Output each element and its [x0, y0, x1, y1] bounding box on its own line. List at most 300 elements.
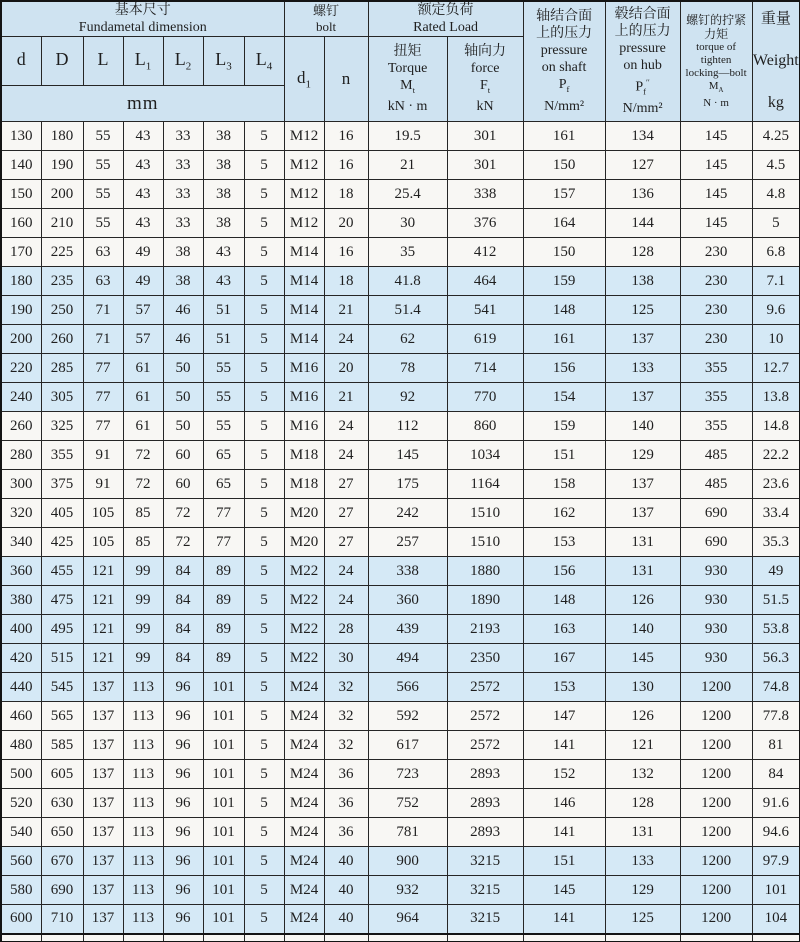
col-header-d1: $d_1$	[284, 37, 324, 122]
cell: 164	[523, 209, 605, 238]
cell: 340	[1, 528, 41, 557]
cell: 126	[605, 702, 680, 731]
cell: 40	[324, 876, 368, 905]
cutoff-cell	[605, 934, 680, 942]
cell: 170	[1, 238, 41, 267]
cell: 55	[83, 122, 123, 151]
cell: 38	[203, 151, 244, 180]
group-basic-dimension-en: Fundametal dimension	[78, 20, 207, 35]
cell: 617	[368, 731, 447, 760]
cell: 565	[41, 702, 83, 731]
cell: 126	[605, 586, 680, 615]
cell: 930	[680, 586, 752, 615]
cell: 714	[447, 354, 523, 383]
cell: M12	[284, 122, 324, 151]
cell: M24	[284, 760, 324, 789]
cell: 5	[244, 644, 284, 673]
cell: 5	[244, 789, 284, 818]
cell: 148	[523, 296, 605, 325]
cell: 690	[41, 876, 83, 905]
cell: 5	[244, 760, 284, 789]
group-rated-load	[368, 1, 523, 37]
cell: 16	[324, 151, 368, 180]
cell: 27	[324, 470, 368, 499]
cell: 92	[368, 383, 447, 412]
cell: 136	[605, 180, 680, 209]
cell: 61	[123, 383, 163, 412]
cell: 96	[163, 789, 203, 818]
cell: 65	[203, 441, 244, 470]
cell: 515	[41, 644, 83, 673]
col-header-n: n	[324, 37, 368, 122]
cell: 153	[523, 673, 605, 702]
cell: 157	[523, 180, 605, 209]
cell: 260	[41, 325, 83, 354]
cell: 91	[83, 441, 123, 470]
cell: 151	[523, 441, 605, 470]
cell: 150	[523, 238, 605, 267]
cell: 32	[324, 731, 368, 760]
cell: 51.5	[752, 586, 800, 615]
col-header-locking-torque	[680, 1, 752, 122]
cell: M24	[284, 731, 324, 760]
cell: 1200	[680, 905, 752, 934]
cell: 121	[83, 615, 123, 644]
cell: 5	[244, 818, 284, 847]
cell: M22	[284, 644, 324, 673]
cell: 51.4	[368, 296, 447, 325]
cell: 860	[447, 412, 523, 441]
group-bolt-en: bolt	[315, 19, 337, 34]
table-body	[1, 122, 800, 942]
table-row	[1, 412, 800, 441]
locking-en2: tighten	[700, 53, 732, 66]
cell: 3215	[447, 847, 523, 876]
cell: 18	[324, 267, 368, 296]
cell: 101	[203, 818, 244, 847]
cell: 21	[368, 151, 447, 180]
cell: 49	[752, 557, 800, 586]
cell: 930	[680, 615, 752, 644]
cell: 113	[123, 847, 163, 876]
cell: 147	[523, 702, 605, 731]
cell: 5	[244, 325, 284, 354]
cell: 85	[123, 499, 163, 528]
cell: 97.9	[752, 847, 800, 876]
cell: M16	[284, 354, 324, 383]
cell: 105	[83, 528, 123, 557]
cell: 121	[83, 586, 123, 615]
cell: 121	[83, 557, 123, 586]
cell: 61	[123, 354, 163, 383]
cell: 43	[123, 209, 163, 238]
cell: M22	[284, 586, 324, 615]
cell: 162	[523, 499, 605, 528]
cell: 137	[83, 702, 123, 731]
cutoff-cell	[324, 934, 368, 942]
cell: 24	[324, 441, 368, 470]
cell: 5	[244, 731, 284, 760]
cell: 89	[203, 615, 244, 644]
cell: 85	[123, 528, 163, 557]
cell: 127	[605, 151, 680, 180]
table-row	[1, 644, 800, 673]
cell: 55	[203, 354, 244, 383]
cell: 101	[203, 760, 244, 789]
cell: M24	[284, 905, 324, 934]
cell: 355	[680, 412, 752, 441]
cell: 619	[447, 325, 523, 354]
table-row	[1, 151, 800, 180]
cell: 964	[368, 905, 447, 934]
cell: 1510	[447, 528, 523, 557]
cell: 132	[605, 760, 680, 789]
cell: 540	[1, 818, 41, 847]
unit-mm: mm	[1, 86, 284, 122]
cell: 101	[203, 731, 244, 760]
cell: 113	[123, 673, 163, 702]
table-row	[1, 847, 800, 876]
cell: M24	[284, 818, 324, 847]
cell: 140	[605, 615, 680, 644]
cell: 30	[324, 644, 368, 673]
cell: 96	[163, 702, 203, 731]
cell: 38	[163, 267, 203, 296]
table-row	[1, 760, 800, 789]
cell: 752	[368, 789, 447, 818]
cell: M20	[284, 528, 324, 557]
pressure-shaft-unit: N/mm²	[544, 98, 585, 114]
cell: 125	[605, 296, 680, 325]
cell: 152	[523, 760, 605, 789]
cell: 43	[123, 180, 163, 209]
cell: 781	[368, 818, 447, 847]
cell: 6.8	[752, 238, 800, 267]
cell: 338	[368, 557, 447, 586]
cutoff-cell	[163, 934, 203, 942]
cell: 242	[368, 499, 447, 528]
cell: 5	[244, 151, 284, 180]
cell: 1510	[447, 499, 523, 528]
table-row	[1, 122, 800, 151]
cell: 230	[680, 267, 752, 296]
cell: 5	[244, 383, 284, 412]
cell: 5	[244, 267, 284, 296]
cell: 7.1	[752, 267, 800, 296]
cell: 144	[605, 209, 680, 238]
cell: 5	[244, 615, 284, 644]
cell: 131	[605, 528, 680, 557]
cell: 77	[83, 354, 123, 383]
cell: 566	[368, 673, 447, 702]
pressure-shaft-symbol: $P_f$	[558, 77, 570, 94]
cell: 99	[123, 615, 163, 644]
cell: 77	[83, 383, 123, 412]
torque-symbol: $M_t$	[400, 77, 415, 95]
cell: 600	[1, 905, 41, 934]
cell: 541	[447, 296, 523, 325]
cell: 770	[447, 383, 523, 412]
cell: 5	[244, 209, 284, 238]
cell: 71	[83, 325, 123, 354]
cell: 4.25	[752, 122, 800, 151]
cell: 1890	[447, 586, 523, 615]
cell: 129	[605, 876, 680, 905]
cell: 96	[163, 905, 203, 934]
cell: 5	[244, 470, 284, 499]
cell: 145	[680, 180, 752, 209]
cell: 91	[83, 470, 123, 499]
cell: 930	[680, 644, 752, 673]
cell: 62	[368, 325, 447, 354]
cell: M22	[284, 557, 324, 586]
cell: 36	[324, 760, 368, 789]
cell: 89	[203, 644, 244, 673]
table-row	[1, 325, 800, 354]
cell: 141	[523, 818, 605, 847]
cell: 592	[368, 702, 447, 731]
cell: 5	[244, 296, 284, 325]
cell: 74.8	[752, 673, 800, 702]
cell: M24	[284, 702, 324, 731]
cell: 55	[203, 412, 244, 441]
table-row	[1, 876, 800, 905]
cell: 630	[41, 789, 83, 818]
col-header-L1: $L_1$	[123, 37, 163, 86]
table-row	[1, 383, 800, 412]
cell: 932	[368, 876, 447, 905]
cell: 33	[163, 122, 203, 151]
cell: 77	[203, 499, 244, 528]
cell: 13.8	[752, 383, 800, 412]
pressure-hub-en1: pressure	[619, 40, 666, 56]
cell: 50	[163, 383, 203, 412]
cell: 38	[163, 238, 203, 267]
cell: 257	[368, 528, 447, 557]
cell: 300	[1, 470, 41, 499]
cell: 137	[83, 673, 123, 702]
cell: 190	[1, 296, 41, 325]
cell: 1200	[680, 876, 752, 905]
cell: 440	[1, 673, 41, 702]
cell: 230	[680, 296, 752, 325]
cell: M24	[284, 847, 324, 876]
weight-en: Weight	[752, 52, 799, 69]
cell: 51	[203, 296, 244, 325]
cell: 137	[83, 847, 123, 876]
cell: 355	[680, 383, 752, 412]
cell: 113	[123, 789, 163, 818]
cell: 129	[605, 441, 680, 470]
table-row	[1, 296, 800, 325]
cell: 130	[1, 122, 41, 151]
cell: 125	[605, 905, 680, 934]
col-header-weight	[752, 1, 800, 122]
cell: 46	[163, 325, 203, 354]
cell: 46	[163, 296, 203, 325]
cell: 5	[244, 180, 284, 209]
locking-zh2: 力矩	[704, 26, 729, 41]
torque-en: Torque	[387, 60, 428, 76]
cell: 131	[605, 557, 680, 586]
cell: 57	[123, 325, 163, 354]
cell: 690	[680, 528, 752, 557]
cell: 585	[41, 731, 83, 760]
cutoff-cell	[523, 934, 605, 942]
cell: 94.6	[752, 818, 800, 847]
cell: 475	[41, 586, 83, 615]
cell: M24	[284, 876, 324, 905]
cell: 35	[368, 238, 447, 267]
cell: 16	[324, 122, 368, 151]
cell: 36	[324, 789, 368, 818]
col-header-d: d	[1, 37, 41, 86]
cell: 57	[123, 296, 163, 325]
cell: 650	[41, 818, 83, 847]
cell: 338	[447, 180, 523, 209]
cell: 5	[752, 209, 800, 238]
cell: 163	[523, 615, 605, 644]
cell: 84	[163, 586, 203, 615]
cell: 5	[244, 412, 284, 441]
cell: 545	[41, 673, 83, 702]
cell: 101	[203, 876, 244, 905]
cell: 105	[83, 499, 123, 528]
cell: 84	[163, 644, 203, 673]
cell: 50	[163, 354, 203, 383]
cell: M14	[284, 267, 324, 296]
group-bolt-zh: 螺钉	[313, 3, 340, 18]
cell: 5	[244, 354, 284, 383]
pressure-shaft-en2: on shaft	[541, 60, 587, 76]
cell: 355	[41, 441, 83, 470]
table-row	[1, 789, 800, 818]
cell: 145	[680, 151, 752, 180]
cell: 113	[123, 876, 163, 905]
cell: 460	[1, 702, 41, 731]
table-row	[1, 702, 800, 731]
cell: 220	[1, 354, 41, 383]
cell: 137	[83, 789, 123, 818]
cell: 158	[523, 470, 605, 499]
cell: 55	[203, 383, 244, 412]
cell: 159	[523, 412, 605, 441]
cell: 27	[324, 528, 368, 557]
pressure-shaft-zh2: 上的压力	[536, 26, 593, 42]
cell: 27	[324, 499, 368, 528]
cell: 49	[123, 267, 163, 296]
cell: 84	[163, 615, 203, 644]
cell: 21	[324, 296, 368, 325]
cell: M14	[284, 296, 324, 325]
cell: 3215	[447, 876, 523, 905]
cutoff-cell	[680, 934, 752, 942]
cell: 230	[680, 325, 752, 354]
cell: 40	[324, 847, 368, 876]
table-row	[1, 470, 800, 499]
cell: 33	[163, 209, 203, 238]
force-unit: kN	[476, 99, 494, 115]
cell: 96	[163, 673, 203, 702]
cutoff-cell	[83, 934, 123, 942]
cell: 101	[203, 673, 244, 702]
cell: 43	[203, 267, 244, 296]
force-symbol: $F_t$	[479, 77, 491, 95]
group-bolt	[284, 1, 368, 37]
cell: 900	[368, 847, 447, 876]
cell: 38	[203, 122, 244, 151]
cell: 325	[41, 412, 83, 441]
col-header-axial-force	[447, 37, 523, 122]
group-rated-load-zh: 额定负荷	[417, 3, 474, 18]
cell: 605	[41, 760, 83, 789]
cell: 38	[203, 180, 244, 209]
cell: 41.8	[368, 267, 447, 296]
cell: 2893	[447, 818, 523, 847]
cell: 19.5	[368, 122, 447, 151]
cell: 89	[203, 586, 244, 615]
cell: 360	[1, 557, 41, 586]
cell: 20	[324, 209, 368, 238]
cell: 121	[83, 644, 123, 673]
col-header-L2: $L_2$	[163, 37, 203, 86]
cell: 113	[123, 731, 163, 760]
cell: 230	[680, 238, 752, 267]
cell: 23.6	[752, 470, 800, 499]
cell: 55	[83, 151, 123, 180]
cell: 1200	[680, 818, 752, 847]
table-row	[1, 354, 800, 383]
cell: 480	[1, 731, 41, 760]
cell: 99	[123, 557, 163, 586]
table-row	[1, 905, 800, 934]
cell: 2893	[447, 789, 523, 818]
cell: 96	[163, 876, 203, 905]
cell: 5	[244, 441, 284, 470]
cell: 1200	[680, 702, 752, 731]
cell: 154	[523, 383, 605, 412]
cell: 138	[605, 267, 680, 296]
cell: 145	[368, 441, 447, 470]
cell: 200	[41, 180, 83, 209]
cell: 5	[244, 847, 284, 876]
cell: 380	[1, 586, 41, 615]
cell: 151	[523, 847, 605, 876]
table-row	[1, 528, 800, 557]
group-basic-dimension	[1, 1, 284, 37]
cell: 137	[83, 818, 123, 847]
weight-zh: 重量	[760, 10, 791, 27]
cell: 33.4	[752, 499, 800, 528]
cell: 405	[41, 499, 83, 528]
cell: 145	[680, 122, 752, 151]
col-header-D: D	[41, 37, 83, 86]
header-row-groups	[1, 1, 800, 37]
cell: 65	[203, 470, 244, 499]
cutoff-cell	[244, 934, 284, 942]
cell: 50	[163, 412, 203, 441]
cutoff-cell	[368, 934, 447, 942]
table-row	[1, 673, 800, 702]
cell: 24	[324, 586, 368, 615]
cell: 301	[447, 151, 523, 180]
cell: 38	[203, 209, 244, 238]
cell: M12	[284, 209, 324, 238]
cell: 96	[163, 731, 203, 760]
cell: M14	[284, 238, 324, 267]
cutoff-cell	[1, 934, 41, 942]
cell: 137	[605, 470, 680, 499]
